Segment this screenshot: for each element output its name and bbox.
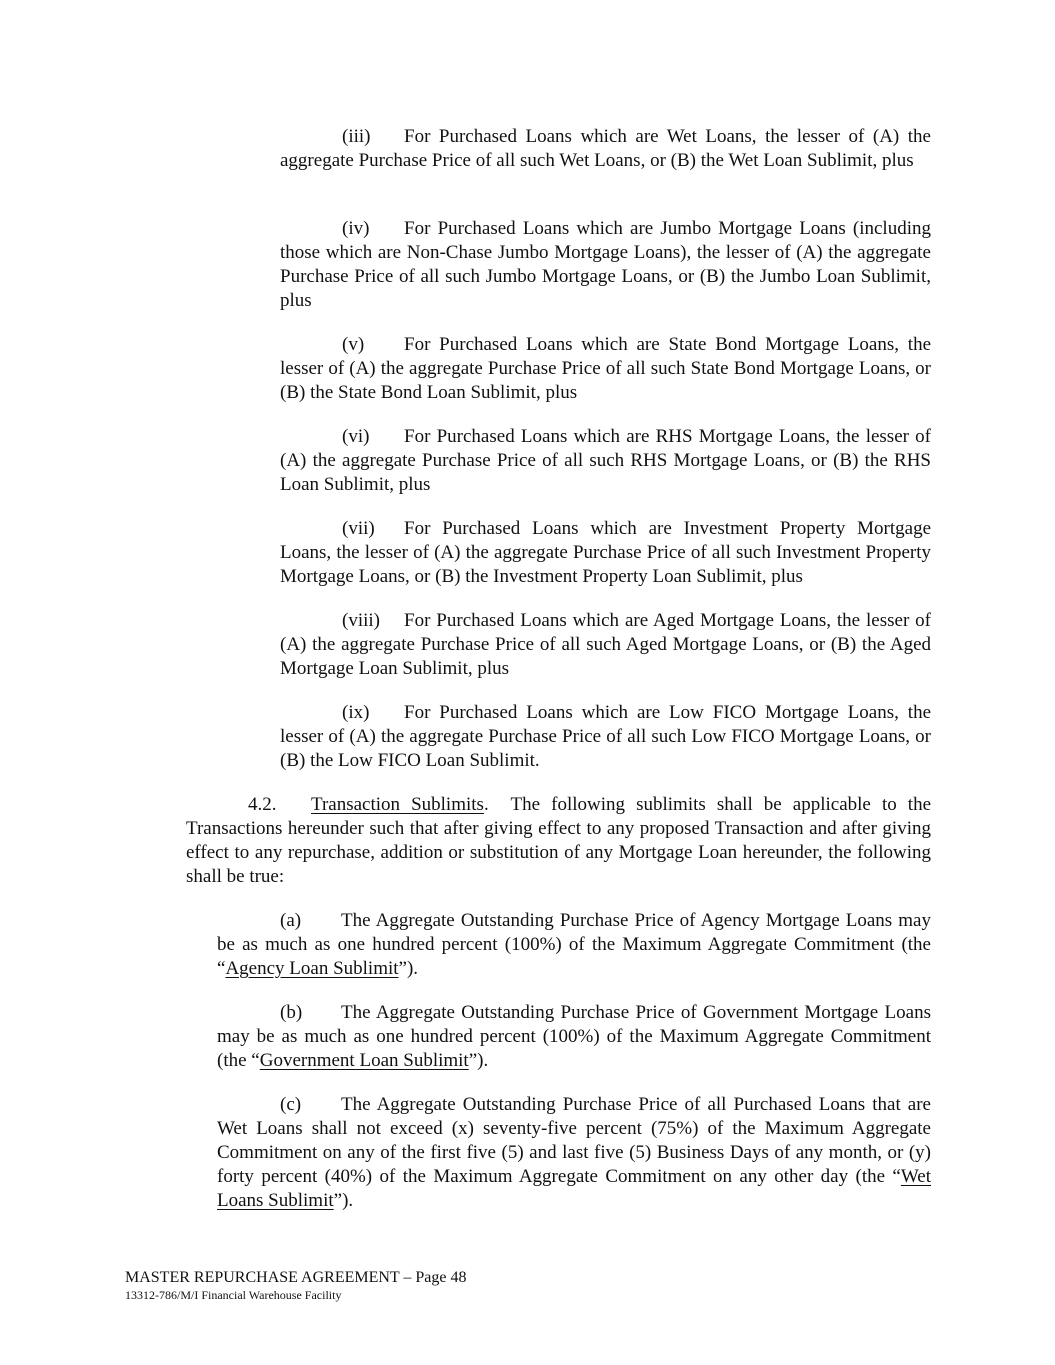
section-4-2 [186,793,931,889]
clause-label: (vi) [342,426,370,447]
sublimit-text-end: ”). [333,1190,354,1211]
sublimit-text-end: ”). [398,958,419,979]
clause-viii [280,609,931,681]
clause-ix [280,701,931,773]
clause-label: (iii) [342,126,371,147]
sublimit-a [217,909,931,981]
clause-text: For Purchased Loans which are Aged Mortgage Loans, the lesser of (A) the aggregate Purchase Price of all such Aged Mortgage Loans, or (B) the Aged Mortgage Loan Sublimit, plus [280,610,931,679]
sublimit-label: (a) [280,910,302,931]
clause-text: For Purchased Loans which are Jumbo Mortgage Loans (including those which are Non-Chase Jumbo Mortgage Loans), the lesser of (A) the aggregate Purchase Price of all such Jumbo Mortgage Loans, or (B) the Jumbo Loan Sublimit, plus [280,218,931,311]
defined-term: Government Loan Sublimit [259,1050,469,1071]
defined-term: Agency Loan Sublimit [225,958,399,979]
clause-text: For Purchased Loans which are State Bond Mortgage Loans, the lesser of (A) the aggregate Purchase Price of all such State Bond Mortgage Loans, or (B) the State Bond Loan Sublimit, plus [280,334,931,403]
clause-vi [280,425,931,497]
sublimit-text: The Aggregate Outstanding Purchase Price of Agency Mortgage Loans may be as much as one hundred percent (100%) of the Maximum Aggregate Commitment (the “ [217,910,931,979]
sublimit-label: (b) [280,1002,303,1023]
sublimit-b [217,1001,931,1073]
section-text: The following sublimits shall be applicable to the Transactions hereunder such that after giving effect to any proposed Transaction and after giving effect to any repurchase, addition or substitution of any Mortgage Loan hereunder, the following shall be true: [186,794,932,887]
clause-text: For Purchased Loans which are RHS Mortgage Loans, the lesser of (A) the aggregate Purchase Price of all such RHS Mortgage Loans, or (B) the RHS Loan Sublimit, plus [280,426,931,495]
clause-label: (ix) [342,702,370,723]
clause-label: (viii) [342,610,380,631]
clause-iv [280,217,931,313]
sublimit-text: The Aggregate Outstanding Purchase Price of all Purchased Loans that are Wet Loans shall not exceed (x) seventy-five percent (75%) of the Maximum Aggregate Commitment on any of the first five (5) and last five (5) Business Days of any month, or (y) forty percent (40%) of the Maximum Aggregate Commitment on any other day (the “ [217,1094,931,1187]
sublimit-c [217,1093,931,1213]
clause-label: (v) [342,334,365,355]
sublimit-text: The Aggregate Outstanding Purchase Price of Government Mortgage Loans may be as much as one hundred percent (100%) of the Maximum Aggregate Commitment (the “ [217,1002,931,1071]
clause-v [280,333,931,405]
section-title-suffix: . [483,794,489,815]
clause-text: For Purchased Loans which are Investment Property Mortgage Loans, the lesser of (A) the aggregate Purchase Price of all such Investment Property Mortgage Loans, or (B) the Investment Property Loan Sublimit, plus [280,518,931,587]
clause-text: For Purchased Loans which are Wet Loans, the lesser of (A) the aggregate Purchase Price of all such Wet Loans, or (B) the Wet Loan Sublimit, plus [280,126,931,171]
section-title: Transaction Sublimits [311,794,484,815]
section-number: 4.2. [248,794,277,815]
sublimit-label: (c) [280,1094,302,1115]
clause-vii [280,517,931,589]
clause-label: (vii) [342,518,375,539]
clause-label: (iv) [342,218,370,239]
footer-reference: 13312-786/M/I Financial Warehouse Facility [125,1288,342,1302]
clause-text: For Purchased Loans which are Low FICO Mortgage Loans, the lesser of (A) the aggregate Purchase Price of all such Low FICO Mortgage Loans, or (B) the Low FICO Loan Sublimit. [280,702,931,771]
clause-iii [280,125,931,173]
defined-term: Wet Loans Sublimit [217,1166,931,1211]
sublimit-text-end: ”). [468,1050,489,1071]
footer-title: MASTER REPURCHASE AGREEMENT – Page 48 [125,1269,467,1286]
